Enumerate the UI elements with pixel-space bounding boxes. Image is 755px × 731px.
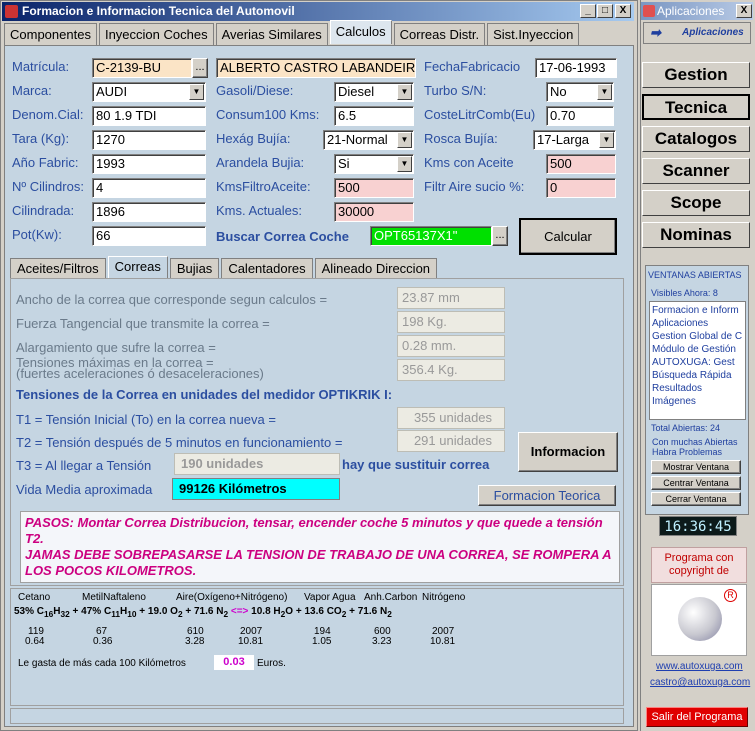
- aplicaciones-close-button[interactable]: X: [736, 4, 752, 18]
- coste-label: CosteLitrComb(Eu): [424, 107, 536, 122]
- chem-r1-3: 2007: [240, 626, 263, 637]
- tab-calculos[interactable]: Calculos: [330, 20, 392, 44]
- tab-alineado-direccion[interactable]: Alineado Direccion: [315, 258, 437, 278]
- list-item[interactable]: Imágenes: [652, 396, 696, 407]
- hexag-label: Hexág Bujía:: [216, 131, 291, 146]
- chem-r2-5: 3.23: [372, 636, 392, 647]
- scope-button[interactable]: Scope: [642, 190, 750, 216]
- salir-button[interactable]: Salir del Programa: [646, 707, 748, 727]
- anio-label: Año Fabric:: [12, 155, 79, 170]
- matricula-browse-button[interactable]: ...: [192, 58, 208, 78]
- kmsfiltro-label: KmsFiltroAceite:: [216, 179, 311, 194]
- gasoli-select[interactable]: [334, 82, 414, 102]
- autoxuga-logo-icon: [678, 597, 722, 641]
- arrow-right-icon: ➡: [650, 25, 661, 40]
- owner-field[interactable]: ALBERTO CASTRO LABANDEIR: [216, 58, 416, 78]
- kmsact-field[interactable]: 30000: [334, 202, 414, 222]
- consum-field[interactable]: 6.5: [334, 106, 414, 126]
- buscar-correa-label: Buscar Correa Coche: [216, 229, 349, 244]
- t1-label: T1 = Tensión Inicial (To) en la correa nueva =: [16, 412, 276, 427]
- fecha-label: FechaFabricacio: [424, 59, 521, 74]
- chem-r2-0: 0.64: [25, 636, 45, 647]
- ancho-label: Ancho de la correa que corresponde segun calculos =: [16, 292, 328, 307]
- chem-header-nitrogeno: Nitrógeno: [422, 592, 466, 603]
- main-tabs: [4, 23, 581, 45]
- chevron-down-icon: ▼: [189, 84, 204, 100]
- anio-field[interactable]: 1993: [92, 154, 206, 174]
- pot-label: Pot(Kw):: [12, 227, 62, 242]
- ventanas-title: VENTANAS ABIERTAS: [648, 270, 742, 280]
- turbo-value: No: [550, 84, 567, 99]
- ancho-value: 23.87 mm: [397, 287, 505, 309]
- kmsaceite-label: Kms con Aceite: [424, 155, 514, 170]
- consum-label: Consum100 Kms:: [216, 107, 320, 122]
- muchas-warning: Con muchas Abiertas Habra Problemas: [652, 437, 738, 457]
- calcular-button[interactable]: Calcular: [519, 218, 617, 255]
- chem-r2-3: 10.81: [238, 636, 264, 647]
- arandela-select[interactable]: [334, 154, 414, 174]
- cilindros-label: Nº Cilindros:: [12, 179, 84, 194]
- turbo-label: Turbo S/N:: [424, 83, 487, 98]
- denom-field[interactable]: 80 1.9 TDI: [92, 106, 206, 126]
- cilindrada-field[interactable]: 1896: [92, 202, 206, 222]
- registered-icon: R: [724, 589, 737, 602]
- chem-header-cetano: Cetano: [18, 592, 51, 603]
- cilindros-field[interactable]: 4: [92, 178, 206, 198]
- chem-r1-5: 600: [374, 626, 391, 637]
- catalogos-button[interactable]: Catalogos: [642, 126, 750, 152]
- list-item[interactable]: Resultados: [652, 383, 703, 394]
- tab-bujias[interactable]: Bujias: [170, 258, 219, 278]
- arandela-label: Arandela Bujia:: [216, 155, 305, 170]
- arandela-value: Si: [338, 156, 350, 171]
- clock: 16:36:45: [659, 516, 737, 536]
- gasoli-label: Gasoli/Diese:: [216, 83, 294, 98]
- gasoli-value: Diesel: [338, 84, 375, 99]
- cerrar-ventana-button[interactable]: Cerrar Ventana: [651, 492, 741, 506]
- alargamiento-label: Alargamiento que sufre la correa =: [16, 340, 216, 355]
- list-item[interactable]: Búsqueda Rápida: [652, 370, 732, 381]
- rosca-select[interactable]: [533, 130, 616, 150]
- chem-r2-4: 1.05: [312, 636, 332, 647]
- visibles-label: Visibles Ahora: 8: [651, 288, 718, 298]
- maximize-button[interactable]: □: [597, 4, 613, 18]
- gasta-value: 0.03: [214, 655, 254, 670]
- website-link[interactable]: www.autoxuga.com: [656, 661, 743, 672]
- rosca-value: 17-Larga: [537, 132, 590, 147]
- buscar-correa-field[interactable]: OPT65137X1": [370, 226, 492, 246]
- list-item[interactable]: Formacion e Inform: [652, 305, 739, 316]
- chem-header-vapor: Vapor Agua: [304, 592, 356, 603]
- buscar-correa-browse-button[interactable]: ...: [492, 226, 508, 246]
- matricula-field[interactable]: C-2139-BU: [92, 58, 192, 78]
- tab-inyeccion-coches[interactable]: Inyeccion Coches: [99, 23, 214, 45]
- tab-averias-similares[interactable]: Averias Similares: [216, 23, 328, 45]
- aplicaciones-icon: [643, 5, 655, 17]
- tara-field[interactable]: 1270: [92, 130, 206, 150]
- sub-tabs: [10, 258, 439, 278]
- email-link[interactable]: castro@autoxuga.com: [650, 677, 751, 688]
- gasta-label: Le gasta de más cada 100 Kilómetros: [18, 658, 186, 669]
- tecnica-button[interactable]: Tecnica: [642, 94, 750, 120]
- informacion-button[interactable]: Informacion: [518, 432, 618, 472]
- tab-sist-inyeccion[interactable]: Sist.Inyeccion: [487, 23, 579, 45]
- matricula-label: Matrícula:: [12, 59, 70, 74]
- tab-aceites-filtros[interactable]: Aceites/Filtros: [10, 258, 106, 278]
- denom-label: Denom.Cial:: [12, 107, 84, 122]
- pasos-text: PASOS: Montar Correa Distribucion, tensar, encender coche 5 minutos y que quede a tensión T2.: [25, 515, 603, 546]
- tab-correas-distr[interactable]: Correas Distr.: [394, 23, 485, 45]
- ventanas-list[interactable]: [649, 301, 746, 420]
- kmsfiltro-field[interactable]: 500: [334, 178, 414, 198]
- marca-label: Marca:: [12, 83, 52, 98]
- marca-select[interactable]: [92, 82, 206, 102]
- tensiones-label: [16, 357, 264, 379]
- tara-label: Tara (Kg):: [12, 131, 70, 146]
- t3-suffix: hay que sustituir correa: [342, 457, 490, 472]
- mostrar-ventana-button[interactable]: Mostrar Ventana: [651, 460, 741, 474]
- tensiones-label-line2: (fuertes aceleraciones ó desaceleraciones): [16, 366, 264, 381]
- t3-label: T3 = Al llegar a Tensión: [16, 458, 152, 473]
- aplicaciones-title: Aplicaciones: [657, 4, 725, 18]
- alargamiento-value: 0.28 mm.: [397, 335, 505, 357]
- chevron-down-icon: ▼: [397, 84, 412, 100]
- vida-label: Vida Media aproximada: [16, 482, 153, 497]
- formacion-teorica-button[interactable]: Formacion Teorica: [478, 485, 616, 506]
- chem-header-aire: Aire(Oxígeno+Nitrógeno): [176, 592, 288, 603]
- pasos-box: [20, 511, 620, 583]
- centrar-ventana-button[interactable]: Centrar Ventana: [651, 476, 741, 490]
- gestion-button[interactable]: Gestion: [642, 62, 750, 88]
- gasta-unit: Euros.: [257, 658, 286, 669]
- turbo-select[interactable]: [546, 82, 614, 102]
- fecha-field[interactable]: 17-06-1993: [535, 58, 617, 78]
- chem-r1-6: 2007: [432, 626, 455, 637]
- t1-value: 355 unidades: [397, 407, 505, 429]
- aplicaciones-link-label: Aplicaciones: [682, 27, 744, 38]
- chevron-down-icon: ▼: [397, 156, 412, 172]
- chem-r1-1: 67: [96, 626, 108, 637]
- close-button[interactable]: X: [615, 4, 631, 18]
- chevron-down-icon: ▼: [397, 132, 412, 148]
- vida-value: 99126 Kilómetros: [172, 478, 340, 500]
- chem-r2-6: 10.81: [430, 636, 456, 647]
- filtro-aire-field[interactable]: 0: [546, 178, 616, 198]
- chem-r1-2: 610: [187, 626, 204, 637]
- chem-header-metil: MetilNaftaleno: [82, 592, 146, 603]
- marca-value: AUDI: [96, 84, 128, 99]
- t2-value: 291 unidades: [397, 430, 505, 452]
- minimize-button[interactable]: _: [580, 4, 596, 18]
- list-item[interactable]: AUTOXUGA: Gest: [652, 357, 735, 368]
- window-title: Formacion e Informacion Tecnica del Automovil: [22, 4, 295, 18]
- filtro-aire-label: Filtr Aire sucio %:: [424, 179, 525, 194]
- chevron-down-icon: ▼: [597, 84, 612, 100]
- cilindrada-label: Cilindrada:: [12, 203, 75, 218]
- t3-value: 190 unidades: [174, 453, 340, 475]
- fuerza-label: Fuerza Tangencial que transmite la correa =: [16, 316, 270, 331]
- t2-label: T2 = Tensión después de 5 minutos en funcionamiento =: [16, 435, 343, 450]
- list-item[interactable]: Gestion Global de C: [652, 331, 743, 342]
- chevron-down-icon: ▼: [599, 132, 614, 148]
- fuerza-value: 198 Kg.: [397, 311, 505, 333]
- list-item[interactable]: Aplicaciones: [652, 318, 709, 329]
- tensiones-label-line1: Tensiones máximas en la correa =: [16, 355, 214, 370]
- chem-r2-2: 3.28: [185, 636, 205, 647]
- tensiones-value: 356.4 Kg.: [397, 359, 505, 381]
- optikrik-heading: Tensiones de la Correa en unidades del medidor OPTIKRIK I:: [16, 387, 393, 402]
- chem-r2-1: 0.36: [93, 636, 113, 647]
- chem-r1-4: 194: [314, 626, 331, 637]
- chem-header-anh: Anh.Carbon: [364, 592, 418, 603]
- kmsact-label: Kms. Actuales:: [216, 203, 302, 218]
- pot-field[interactable]: 66: [92, 226, 206, 246]
- rosca-label: Rosca Bujía:: [424, 131, 498, 146]
- tab-componentes[interactable]: Componentes: [4, 23, 97, 45]
- tab-correas[interactable]: Correas: [108, 256, 168, 278]
- jamas-text: JAMAS DEBE SOBREPASARSE LA TENSION DE TRABAJO DE UNA CORREA, SE ROMPERA A LOS POCOS KILOMETROS.: [25, 547, 612, 578]
- nominas-button[interactable]: Nominas: [642, 222, 750, 248]
- total-abiertas: Total Abiertas: 24: [651, 423, 721, 433]
- kmsaceite-field[interactable]: 500: [546, 154, 616, 174]
- aplicaciones-link[interactable]: [643, 22, 751, 44]
- logo-box: [651, 584, 747, 656]
- hexag-value: 21-Normal: [327, 132, 388, 147]
- app-icon: [5, 5, 18, 18]
- title-bar: [2, 2, 634, 21]
- chem-r1-0: 119: [28, 626, 44, 637]
- scanner-button[interactable]: Scanner: [642, 158, 750, 184]
- chem-equation: 53% $C_{16}H_{32} + 47\%$ $C_{11}H_{10} + 19.0$ $O_2 + 71.6$ $N_2$ <=> 10.8 $H_2O + 13.6$ $CO_2 + 71.6$ $N_2$: [14, 606, 392, 619]
- list-item[interactable]: Módulo de Gestión: [652, 344, 736, 355]
- tab-calentadores[interactable]: Calentadores: [221, 258, 312, 278]
- status-strip: [10, 708, 624, 724]
- copyright-text: Programa con copyright de: [651, 547, 747, 583]
- hexag-select[interactable]: [323, 130, 414, 150]
- coste-field[interactable]: 0.70: [546, 106, 614, 126]
